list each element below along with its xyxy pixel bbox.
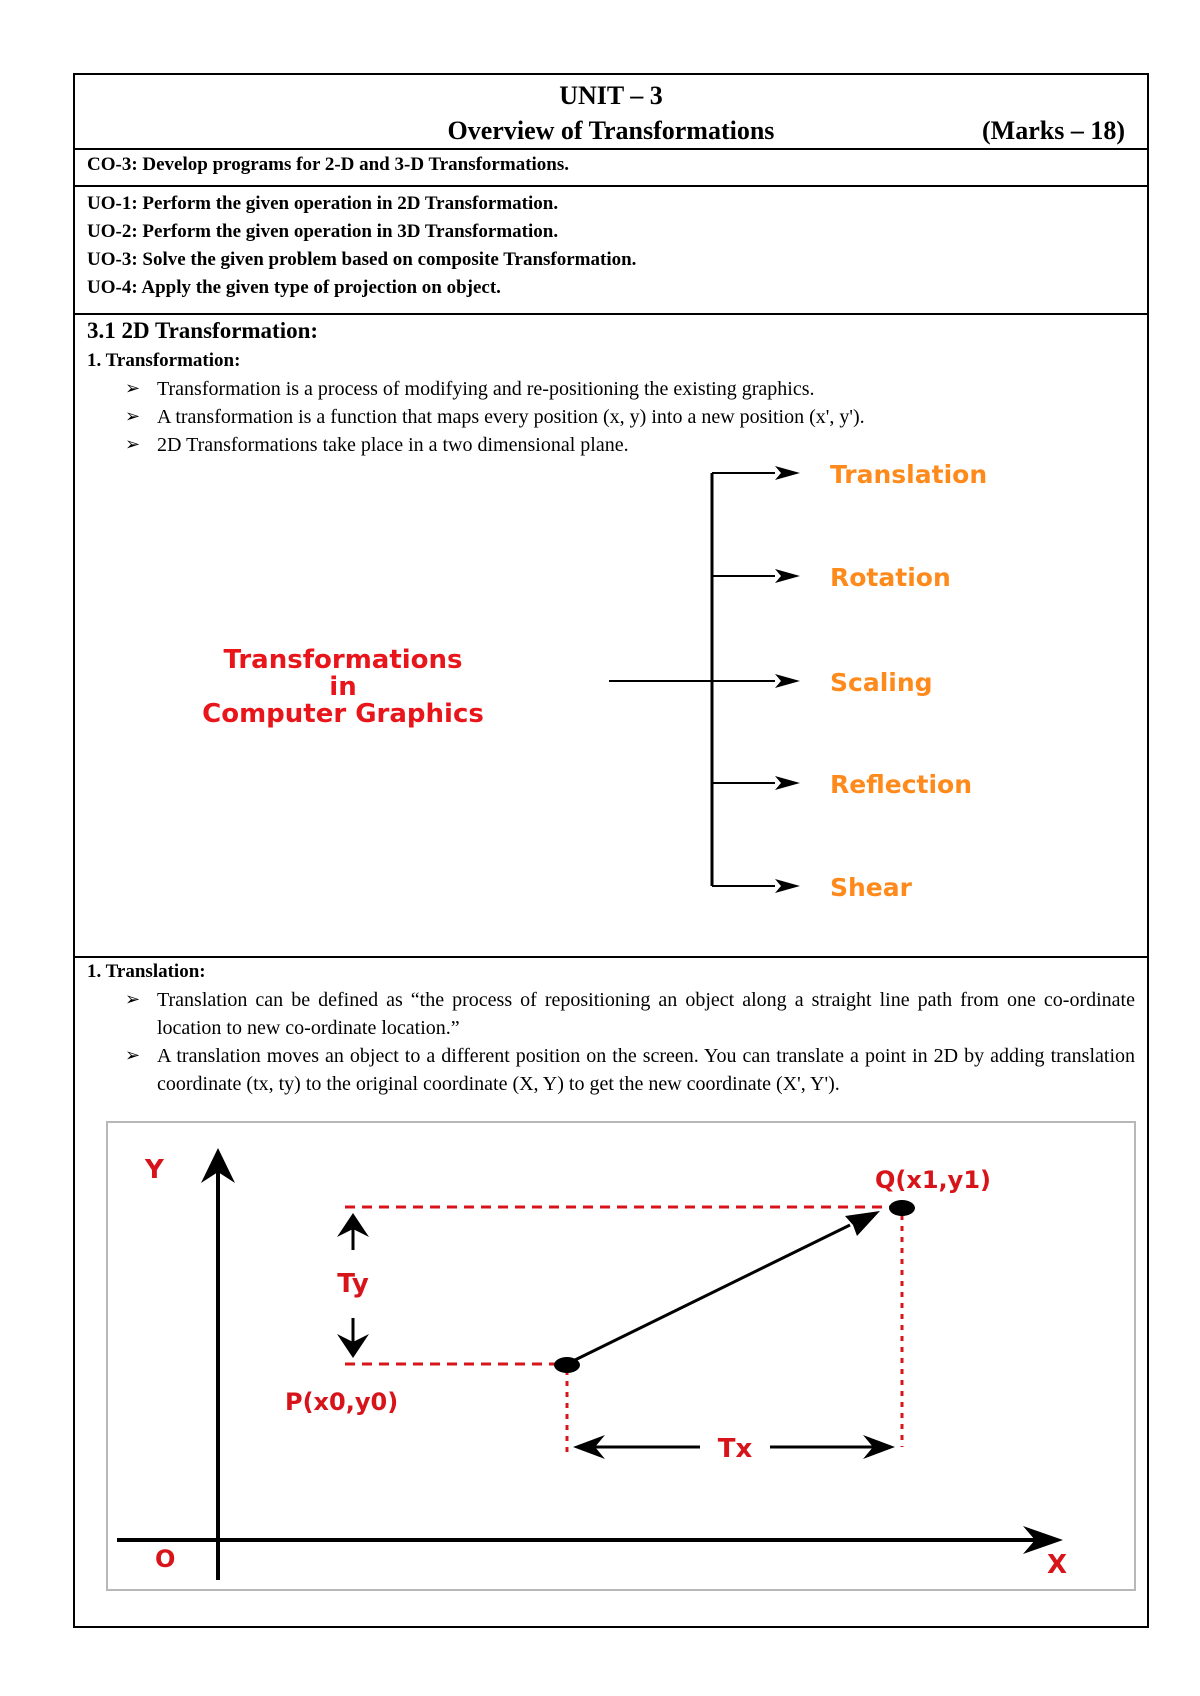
source-line: in	[329, 672, 357, 702]
type-label: Rotation	[830, 563, 951, 592]
section-heading: 3.1 2D Transformation:	[87, 318, 319, 343]
arrowhead-bullet-icon: ➢	[125, 434, 141, 455]
y-axis-label: Y	[145, 1155, 164, 1185]
type-label: Translation	[830, 460, 988, 489]
arrowhead-bullet-icon: ➢	[125, 989, 141, 1010]
arrowhead-bullet-icon: ➢	[125, 1045, 141, 1066]
bullet-item: ➢ A translation moves an object to a different position on the screen. You can translate a point in 2D by adding translation coordinate (tx, ty) to the original coordinate (X, Y) to get the new coordinate (X', Y').	[125, 1042, 1135, 1098]
page-title: Overview of Transformations	[447, 116, 775, 145]
point-q-label: Q(x1,y1)	[875, 1166, 991, 1194]
point-q	[889, 1200, 915, 1216]
bullet-item: ➢ Translation can be defined as “the process of repositioning an object along a straight line path from one co-ordinate location to new co-ordinate location.”	[125, 986, 1135, 1042]
point-p	[554, 1357, 580, 1373]
arrowhead-bullet-icon: ➢	[125, 378, 141, 399]
unit-outcome: UO-3: Solve the given problem based on composite Transformation.	[87, 249, 637, 270]
type-label: Reflection	[830, 770, 973, 799]
bullet-item: ➢ Transformation is a process of modifying and re-positioning the existing graphics.	[125, 375, 1135, 403]
subheading-transformation: 1. Transformation:	[87, 350, 241, 371]
type-label: Scaling	[830, 668, 933, 697]
source-line: Transformations	[223, 645, 463, 675]
source-line: Computer Graphics	[202, 699, 484, 729]
bullet-item: ➢ 2D Transformations take place in a two dimensional plane.	[125, 431, 1135, 459]
marks-label: (Marks – 18)	[982, 116, 1125, 145]
unit-outcome: UO-2: Perform the given operation in 3D Transformation.	[87, 221, 559, 242]
tx-label: Tx	[717, 1434, 753, 1464]
translation-diagram	[75, 75, 1147, 1625]
unit-outcome: UO-4: Apply the given type of projection on object.	[87, 277, 501, 298]
unit-outcome: UO-1: Perform the given operation in 2D Transformation.	[87, 193, 559, 214]
course-outcome: CO-3: Develop programs for 2-D and 3-D Transformations.	[87, 154, 570, 175]
x-axis-label: X	[1047, 1550, 1068, 1580]
bullet-item: ➢ A transformation is a function that maps every position (x, y) into a new position (x', y').	[125, 403, 1135, 431]
type-label: Shear	[830, 873, 912, 902]
subheading-translation: 1. Translation:	[87, 961, 206, 982]
origin-label: O	[155, 1545, 176, 1573]
page-frame	[73, 73, 1149, 1628]
point-p-label: P(x0,y0)	[285, 1388, 399, 1416]
ty-label: Ty	[337, 1269, 369, 1299]
arrowhead-bullet-icon: ➢	[125, 406, 141, 427]
unit-label: UNIT – 3	[559, 81, 663, 110]
